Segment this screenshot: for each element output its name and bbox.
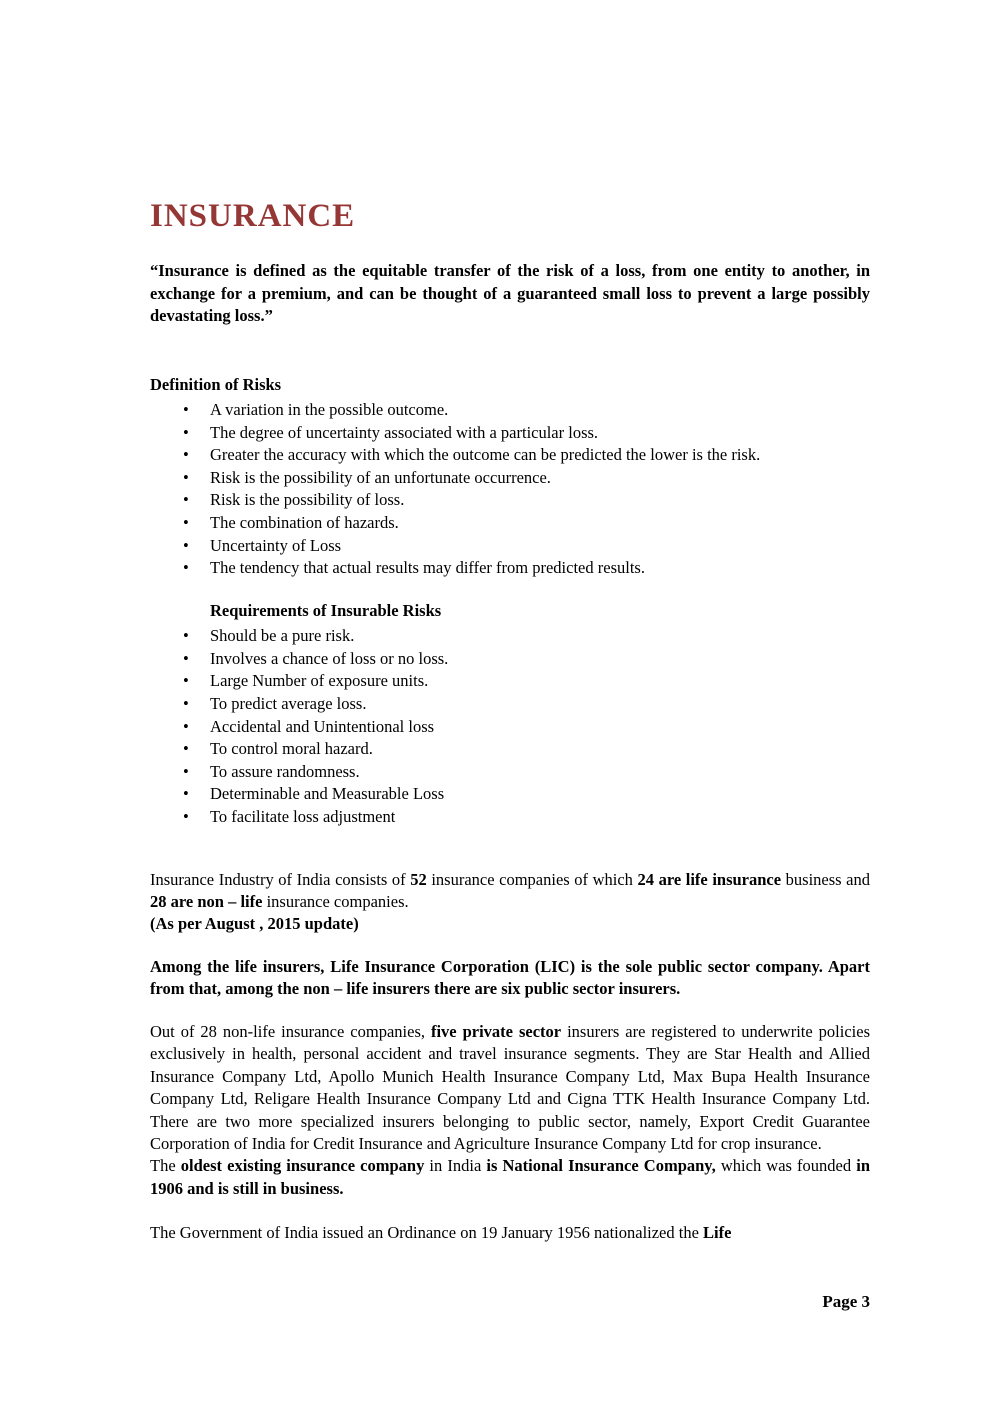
bullet-item: • Greater the accuracy with which the outcome can be predicted the lower is the risk. — [150, 444, 870, 467]
requirements-of-insurable-risks-heading: Requirements of Insurable Risks — [210, 600, 442, 620]
page-title: INSURANCE — [150, 198, 356, 234]
bullet-item: • Large Number of exposure units. — [150, 670, 870, 693]
oldest-company-paragraph — [150, 1155, 870, 1200]
bullet-item: • Determinable and Measurable Loss — [150, 783, 870, 806]
text-run: The — [150, 1156, 181, 1176]
requirements-of-insurable-risks-list — [150, 625, 870, 828]
bullet-item: • Uncertainty of Loss — [150, 535, 870, 558]
page-number: Page 3 — [822, 1292, 870, 1311]
text-run: business and — [781, 869, 870, 889]
bullet-item: • Risk is the possibility of loss. — [150, 489, 870, 512]
bullet-item: • Accidental and Unintentional loss — [150, 716, 870, 739]
text-run: insurers are registered to underwrite policies exclusively in health, personal accident and travel insurance segments. They are Star Health and Allied Insurance Company Ltd, Apollo Munich Health Insurance Company Ltd, Max Bupa Health Insurance Company Ltd, Religare Health Insurance Company Ltd and Cigna TTK Health Insurance Company Ltd. There are two more specialized insurers belonging to public sector, namely, Export Credit Guarantee Corporation of India for Credit Insurance and Agriculture Insurance Company Ltd for crop insurance. — [150, 1021, 870, 1153]
bullet-item: • To facilitate loss adjustment — [150, 806, 870, 829]
text-run: insurance companies of which — [426, 869, 638, 889]
bullet-item: • The degree of uncertainty associated with a particular loss. — [150, 422, 870, 445]
text-run: Life — [703, 1223, 732, 1243]
definition-of-risks-list — [150, 399, 870, 580]
text-run: Out of 28 non-life insurance companies, — [150, 1021, 431, 1041]
insurance-definition-quote: “Insurance is defined as the equitable transfer of the risk of a loss, from one entity to another, in exchange for a premium, and can be thought of a guaranteed small loss to prevent a large possibly devastating loss.” — [150, 261, 870, 326]
text-run: oldest existing insurance company — [180, 1156, 425, 1176]
definition-of-risks-heading: Definition of Risks — [150, 374, 282, 394]
public-sector-insurers-paragraph: Among the life insurers, Life Insurance Corporation (LIC) is the sole public sector company. Apart from that, among the non – life insurers there are six public sector insurers. — [150, 956, 870, 999]
bullet-item: • Risk is the possibility of an unfortunate occurrence. — [150, 467, 870, 490]
update-note: (As per August , 2015 update) — [150, 914, 359, 934]
bullet-item: • To assure randomness. — [150, 761, 870, 784]
text-run: 24 are life insurance — [637, 869, 782, 889]
bullet-item: • Involves a chance of loss or no loss. — [150, 648, 870, 671]
government-ordinance-paragraph — [150, 1222, 870, 1244]
bullet-item: • The tendency that actual results may differ from predicted results. — [150, 557, 870, 580]
text-run: 52 — [410, 869, 427, 889]
industry-overview-paragraph — [150, 869, 870, 914]
text-run: five private sector — [430, 1021, 562, 1041]
text-run: in 1906 and is still in business. — [150, 1156, 870, 1198]
bullet-item: • The combination of hazards. — [150, 512, 870, 535]
text-run: is National Insurance Company, — [486, 1156, 716, 1176]
text-run: Insurance Industry of India consists of — [150, 869, 411, 889]
bullet-item: • To predict average loss. — [150, 693, 870, 716]
bullet-item: • A variation in the possible outcome. — [150, 399, 870, 422]
text-run: in India — [424, 1156, 487, 1176]
text-run: 28 are non – life — [150, 892, 263, 912]
bullet-item: • Should be a pure risk. — [150, 625, 870, 648]
nonlife-companies-paragraph — [150, 1021, 870, 1156]
text-run: which was founded — [715, 1156, 857, 1176]
text-run: The Government of India issued an Ordinance on 19 January 1956 nationalized the — [150, 1223, 704, 1243]
text-run: insurance companies. — [262, 892, 409, 912]
bullet-item: • To control moral hazard. — [150, 738, 870, 761]
